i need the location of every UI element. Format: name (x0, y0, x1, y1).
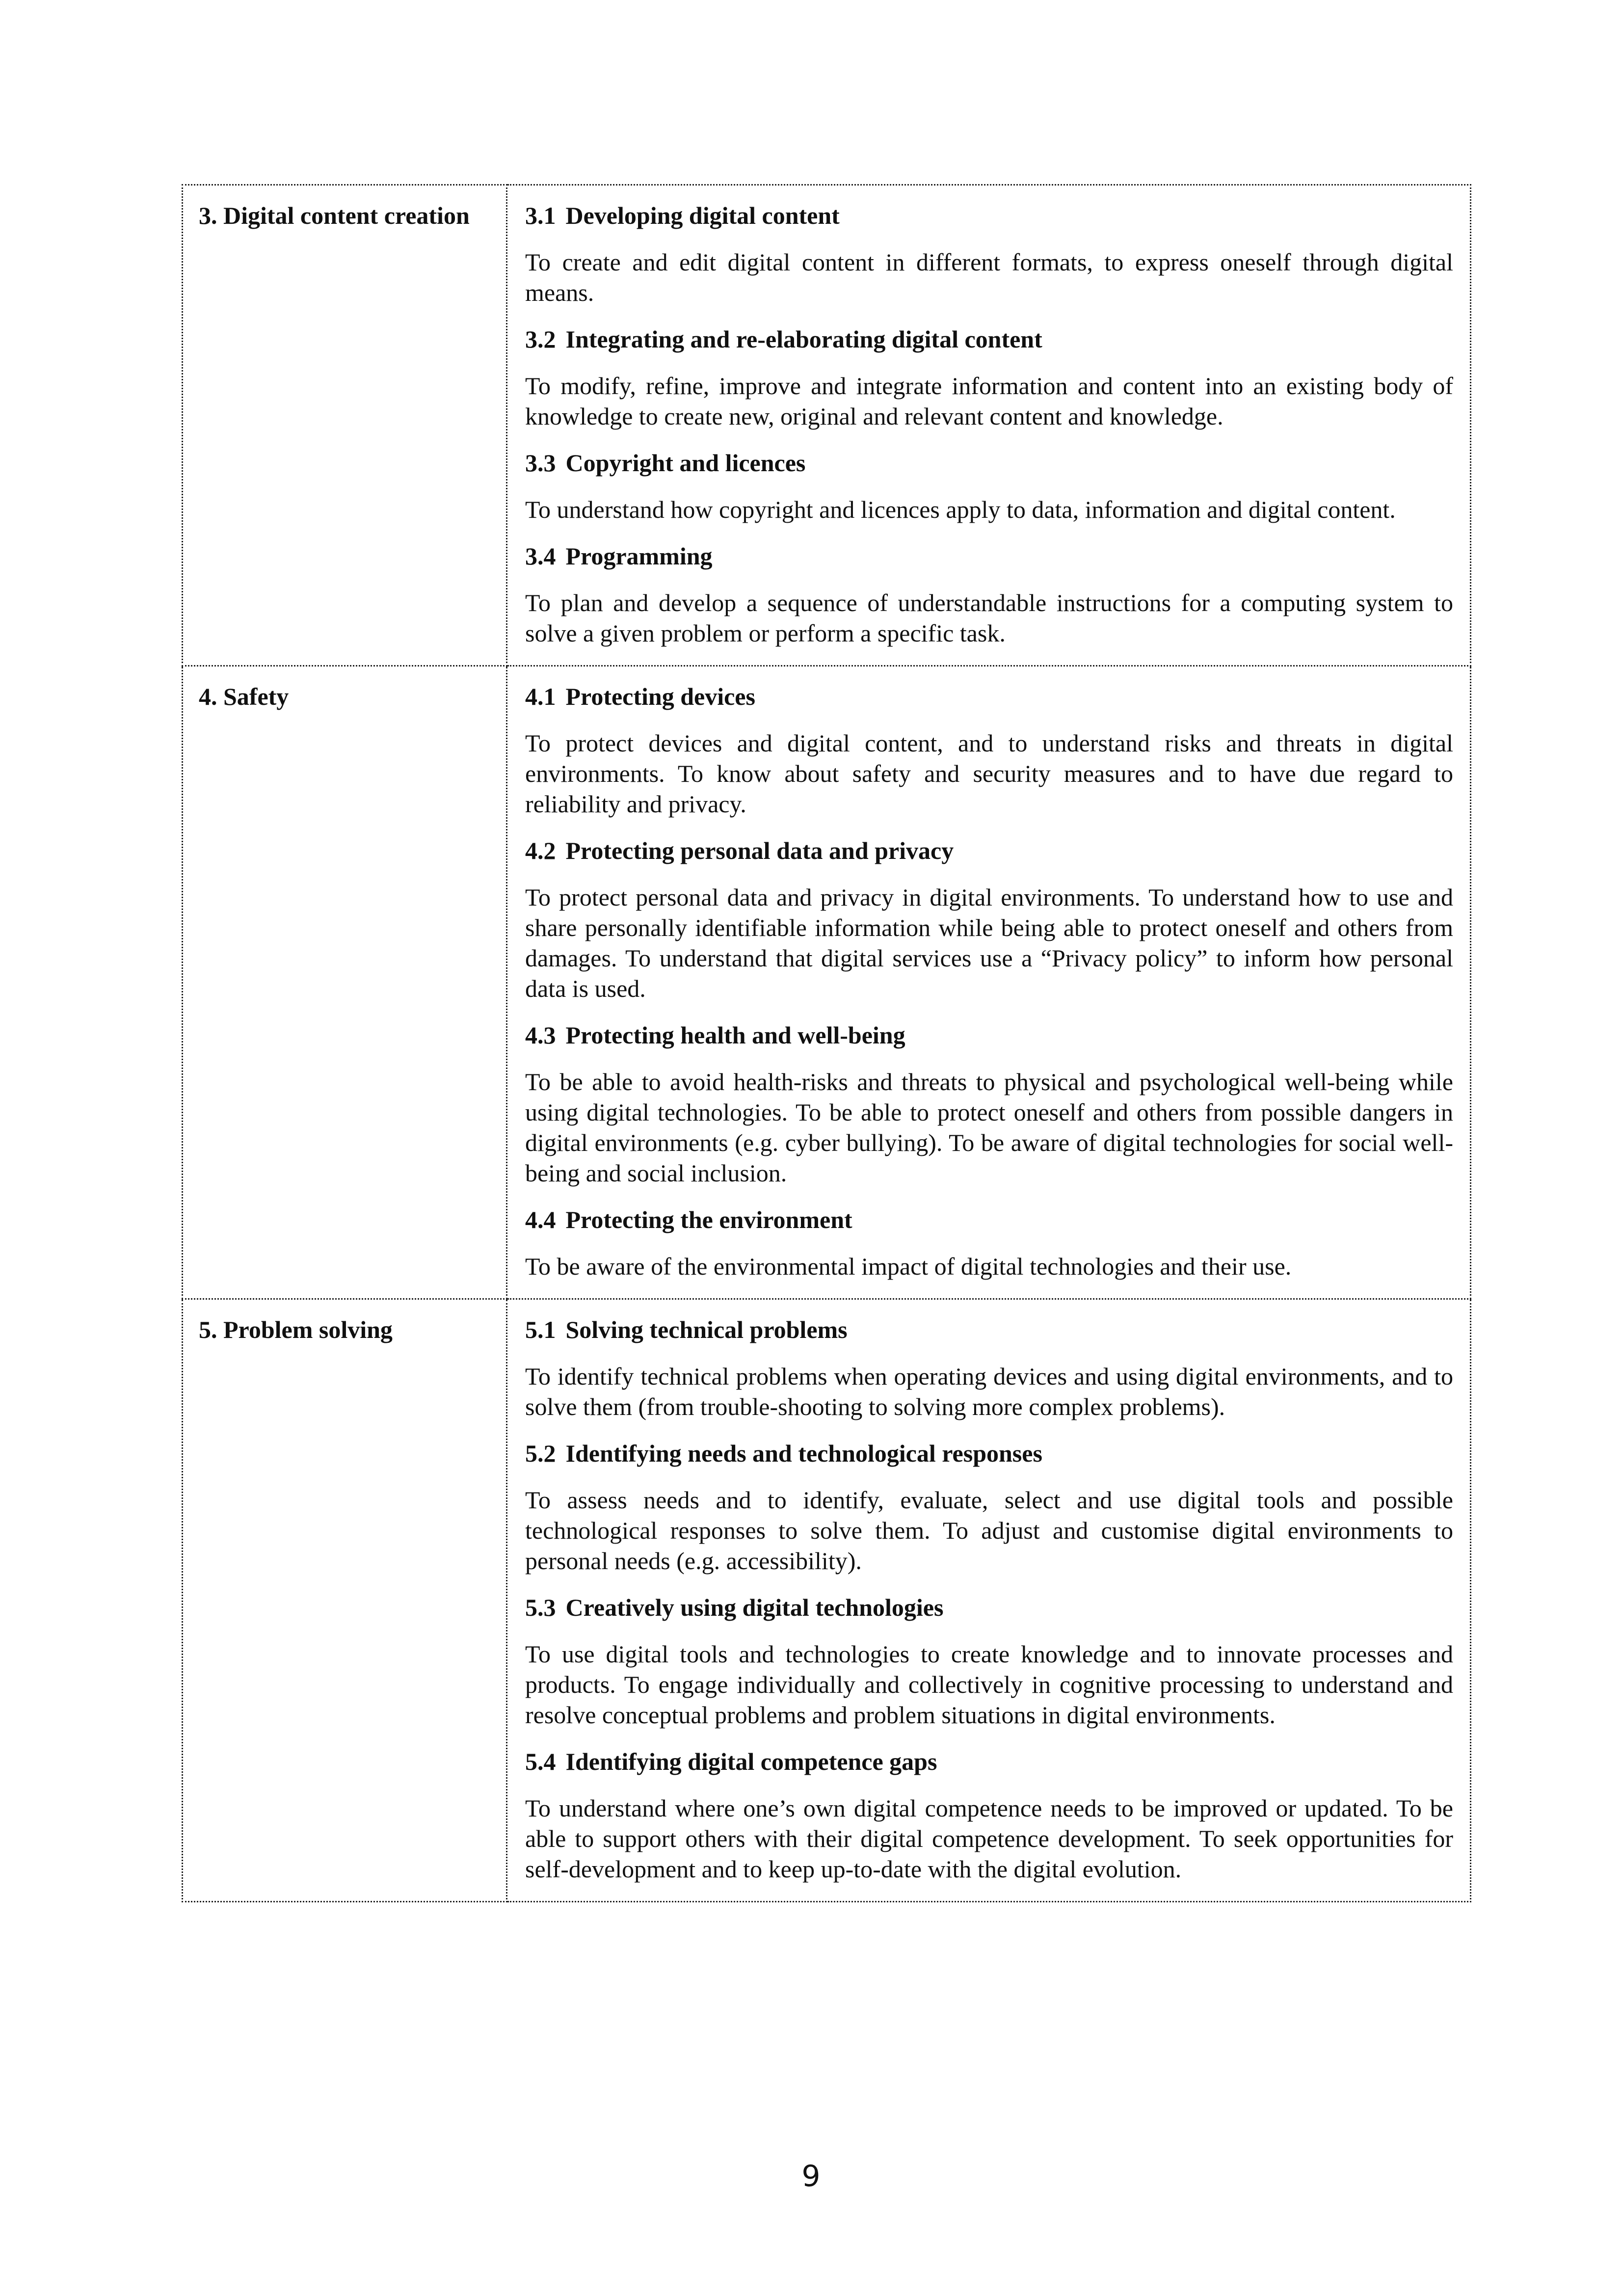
competence-code: 5.1 (525, 1316, 556, 1343)
competence-block-4-2 (525, 835, 1453, 1004)
competence-description: To create and edit digital content in different formats, to express oneself through digital means. (525, 248, 1453, 306)
competence-block-3-2 (525, 324, 1453, 431)
competence-block-3-1 (525, 200, 1453, 308)
competence-cell-problem-solving (507, 1299, 1471, 1902)
competence-title: Copyright and licences (565, 449, 806, 477)
competence-description: To protect personal data and privacy in digital environments. To understand how to use and share personally identifiable information while being able to protect oneself and others from damages. To understand that digital services use a “Privacy policy” to inform how personal data is used. (525, 883, 1453, 1002)
competence-description: To protect devices and digital content, and to understand risks and threats in digital environments. To know about safety and security measures and to have due regard to reliability and privacy. (525, 729, 1453, 818)
competence-heading (525, 1438, 1453, 1468)
competence-code: 4.1 (525, 683, 556, 710)
competence-code: 4.3 (525, 1021, 556, 1049)
competence-description: To be able to avoid health-risks and threats to physical and psychological well-being while using digital technologies. To be able to protect oneself and others from possible dangers in digital environments (e.g. cyber bullying). To be aware of digital technologies for social well-being and social inclusion. (525, 1068, 1453, 1187)
competence-heading (525, 681, 1453, 712)
competence-heading (525, 1314, 1453, 1345)
competence-title: Protecting health and well-being (565, 1021, 905, 1049)
competence-title: Integrating and re-elaborating digital content (565, 325, 1042, 353)
area-label: 3. Digital content creation (199, 202, 470, 229)
table-row-digital-content-creation (183, 185, 1471, 666)
competence-description: To understand where one’s own digital competence needs to be improved or updated. To be able to support others with their digital competence development. To seek opportunities for self-development and to keep up-to-date with the digital evolution. (525, 1794, 1453, 1883)
competence-block-4-4 (525, 1204, 1453, 1281)
competence-heading (525, 1204, 1453, 1235)
competence-block-5-4 (525, 1746, 1453, 1884)
competence-description: To plan and develop a sequence of understandable instructions for a computing system to solve a given problem or perform a specific task. (525, 589, 1453, 647)
competence-title: Developing digital content (565, 202, 840, 229)
competence-block-3-3 (525, 448, 1453, 525)
table-row-problem-solving (183, 1299, 1471, 1902)
competence-block-4-3 (525, 1020, 1453, 1188)
competence-heading (525, 448, 1453, 478)
competence-code: 3.1 (525, 202, 556, 229)
competence-block-4-1 (525, 681, 1453, 819)
competence-cell-digital-content-creation (507, 185, 1471, 666)
competence-title: Protecting devices (565, 683, 755, 710)
competence-heading (525, 541, 1453, 571)
competence-description: To modify, refine, improve and integrate information and content into an existing body of knowledge to create new, original and relevant content and knowledge. (525, 372, 1453, 430)
competence-description: To assess needs and to identify, evaluate, select and use digital tools and possible technological responses to solve them. To adjust and customise digital environments to personal needs (e.g. accessibility). (525, 1486, 1453, 1575)
competence-code: 3.4 (525, 542, 556, 570)
competence-description: To identify technical problems when operating devices and using digital environments, and to solve them (from trouble-shooting to solving more complex problems). (525, 1362, 1453, 1420)
area-label: 4. Safety (199, 683, 289, 710)
competence-title: Solving technical problems (565, 1316, 848, 1343)
competence-code: 3.2 (525, 325, 556, 353)
competence-table (182, 184, 1471, 1902)
competence-heading (525, 324, 1453, 354)
competence-heading (525, 200, 1453, 231)
competence-title: Protecting the environment (565, 1206, 852, 1233)
competence-title: Creatively using digital technologies (565, 1594, 944, 1621)
area-cell-problem-solving (183, 1299, 507, 1902)
competence-code: 4.2 (525, 837, 556, 864)
table-row-safety (183, 666, 1471, 1299)
page-number: 9 (801, 2159, 821, 2193)
competence-title: Protecting personal data and privacy (565, 837, 954, 864)
competence-heading (525, 1746, 1453, 1777)
competence-code: 5.2 (525, 1440, 556, 1467)
competence-code: 5.3 (525, 1594, 556, 1621)
area-cell-safety (183, 666, 507, 1299)
competence-code: 5.4 (525, 1748, 556, 1775)
competence-title: Identifying needs and technological responses (565, 1440, 1042, 1467)
area-label: 5. Problem solving (199, 1316, 393, 1343)
competence-title: Programming (565, 542, 713, 570)
competence-cell-safety (507, 666, 1471, 1299)
competence-heading (525, 1020, 1453, 1050)
competence-block-5-3 (525, 1592, 1453, 1730)
competence-heading (525, 835, 1453, 866)
competence-description: To be aware of the environmental impact of digital technologies and their use. (525, 1253, 1292, 1280)
competence-description: To use digital tools and technologies to create knowledge and to innovate processes and products. To engage individually and collectively in cognitive processing to understand and resolve conceptual problems and problem situations in digital environments. (525, 1640, 1453, 1729)
competence-code: 3.3 (525, 449, 556, 477)
competence-block-5-2 (525, 1438, 1453, 1576)
competence-block-3-4 (525, 541, 1453, 648)
competence-description: To understand how copyright and licences apply to data, information and digital content. (525, 496, 1396, 523)
competence-block-5-1 (525, 1314, 1453, 1422)
area-cell-digital-content-creation (183, 185, 507, 666)
competence-heading (525, 1592, 1453, 1623)
competence-code: 4.4 (525, 1206, 556, 1233)
competence-title: Identifying digital competence gaps (565, 1748, 937, 1775)
